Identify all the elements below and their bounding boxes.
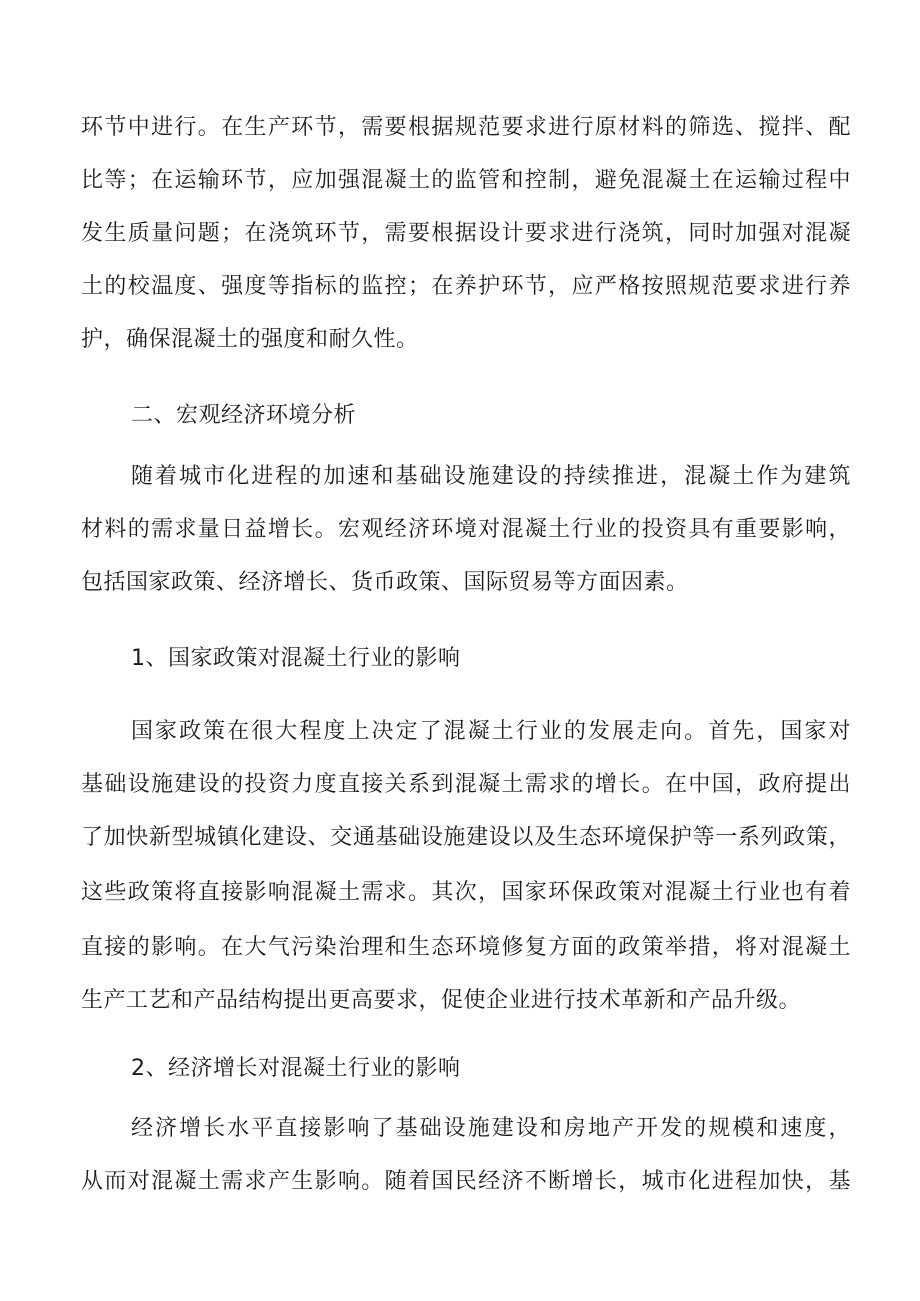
paragraph-line: 发生质量问题；在浇筑环节，需要根据设计要求进行浇筑，同时加强对混凝 [81, 221, 851, 246]
subsection-heading: 2、经济增长对混凝土行业的影响 [131, 1056, 461, 1081]
paragraph-line: 经济增长水平直接影响了基础设施建设和房地产开发的规模和速度， [131, 1116, 851, 1141]
section-heading: 二、宏观经济环境分析 [131, 403, 357, 428]
paragraph-line: 环节中进行。在生产环节，需要根据规范要求进行原材料的筛选、搅拌、配 [81, 115, 851, 140]
paragraph-line: 生产工艺和产品结构提出更高要求，促使企业进行技术革新和产品升级。 [81, 988, 802, 1013]
paragraph-line: 材料的需求量日益增长。宏观经济环境对混凝土行业的投资具有重要影响， [81, 517, 851, 542]
paragraph-line: 护，确保混凝土的强度和耐久性。 [81, 327, 419, 352]
paragraph-line: 从而对混凝土需求产生影响。随着国民经济不断增长，城市化进程加快，基 [81, 1169, 851, 1194]
paragraph-line: 国家政策在很大程度上决定了混凝土行业的发展走向。首先，国家对 [131, 719, 851, 744]
paragraph-line: 了加快新型城镇化建设、交通基础设施建设以及生态环境保护等一系列政策， [81, 825, 851, 850]
paragraph-line: 这些政策将直接影响混凝土需求。其次，国家环保政策对混凝土行业也有着 [81, 880, 851, 905]
paragraph-line: 直接的影响。在大气污染治理和生态环境修复方面的政策举措，将对混凝土 [81, 935, 851, 960]
paragraph-line: 比等；在运输环节，应加强混凝土的监管和控制，避免混凝土在运输过程中 [81, 168, 851, 193]
paragraph-line: 包括国家政策、经济增长、货币政策、国际贸易等方面因素。 [81, 570, 689, 595]
paragraph-line: 土的校温度、强度等指标的监控；在养护环节，应严格按照规范要求进行养 [81, 274, 851, 299]
paragraph-line: 随着城市化进程的加速和基础设施建设的持续推进，混凝土作为建筑 [131, 464, 851, 489]
subsection-heading: 1、国家政策对混凝土行业的影响 [131, 646, 461, 671]
paragraph-line: 基础设施建设的投资力度直接关系到混凝土需求的增长。在中国，政府提出 [81, 772, 851, 797]
